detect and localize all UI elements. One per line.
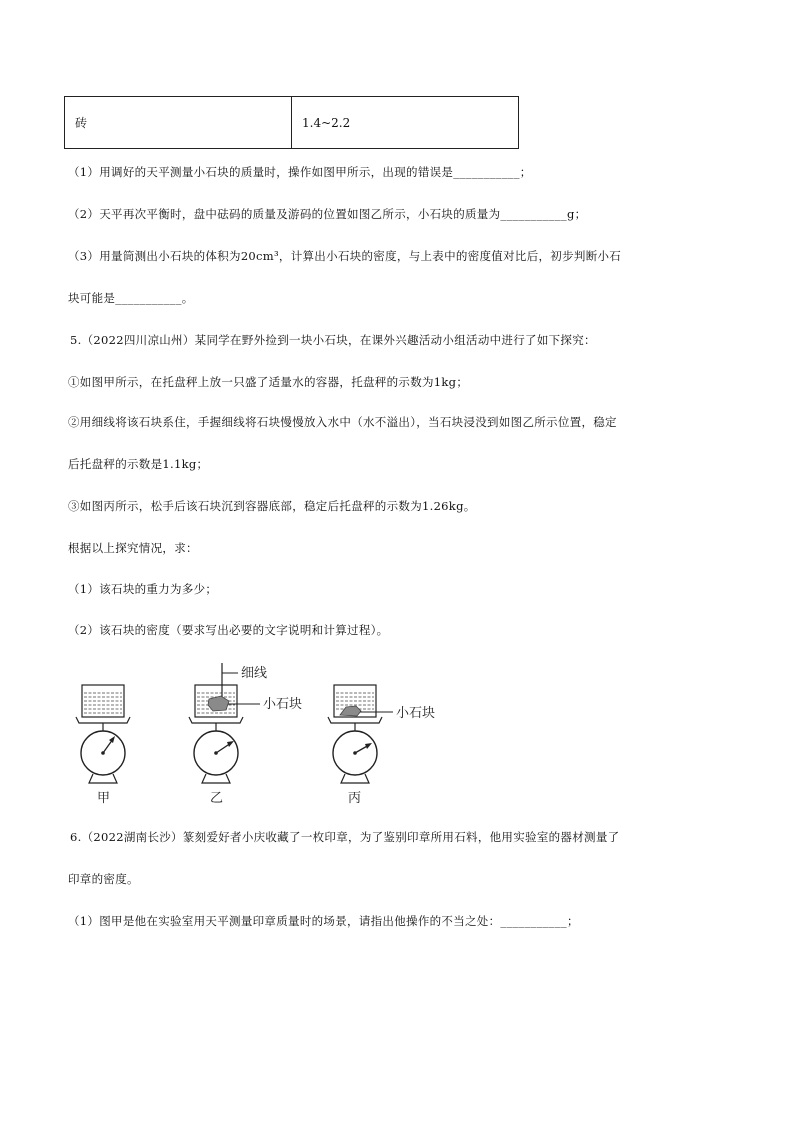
scale-b [189, 663, 302, 806]
q5-step2: ②用细线将该石块系住，手握细线将石块慢慢放入水中（水不溢出），当石块浸没到如图乙所示位置，稳定 [68, 415, 617, 429]
q5-title: 5.（2022四川凉山州）某同学在野外捡到一块小石块，在课外兴趣活动小组活动中进行了如下探究： [70, 333, 596, 347]
q4-part2: （2）天平再次平衡时，盘中砝码的质量及游码的位置如图乙所示，小石块的质量为___________g； [68, 207, 587, 221]
stone-c [340, 706, 361, 716]
q6-question1: （1）图甲是他在实验室用天平测量印章质量时的场景，请指出他操作的不当之处：___________； [68, 914, 579, 928]
q4-part1: （1）用调好的天平测量小石块的质量时，操作如图甲所示，出现的错误是___________； [68, 165, 532, 179]
label-thread: 细线 [241, 666, 268, 681]
q4-part3-cont: 块可能是___________。 [68, 291, 194, 305]
table-row [65, 97, 519, 149]
q6-title: 6.（2022湖南长沙）篆刻爱好者小庆收藏了一枚印章，为了鉴别印章所用石料，他用实验室的器材测量了 [70, 830, 620, 844]
q5-step1: ①如图甲所示，在托盘秤上放一只盛了适量水的容器，托盘秤的示数为1kg； [68, 375, 469, 389]
q6-title-cont: 印章的密度。 [68, 872, 139, 886]
q5-question1: （1）该石块的重力为多少； [68, 582, 218, 596]
density-table [64, 96, 519, 149]
label-jia: 甲 [97, 791, 111, 806]
q5-ask: 根据以上探究情况，求： [68, 541, 198, 555]
q5-step3: ③如图丙所示，松手后该石块沉到容器底部，稳定后托盘秤的示数为1.26kg。 [68, 499, 476, 513]
q4-part3: （3）用量筒测出小石块的体积为20cm³，计算出小石块的密度，与上表中的密度值对比后，初步判断小石 [68, 249, 622, 263]
stone-b [208, 696, 229, 711]
label-bing: 丙 [348, 791, 362, 806]
table-cell-density: 1.4~2.2 [292, 97, 519, 149]
scale-experiment-figure [0, 655, 480, 810]
table-cell-material: 砖 [65, 97, 292, 149]
label-yi: 乙 [210, 791, 224, 806]
scale-a [76, 685, 130, 806]
label-stone-c: 小石块 [396, 706, 436, 721]
scale-c [328, 685, 435, 806]
q5-step2-cont: 后托盘秤的示数是1.1kg； [68, 457, 209, 471]
q5-question2: （2）该石块的密度（要求写出必要的文字说明和计算过程）。 [68, 623, 389, 637]
label-stone-b: 小石块 [263, 697, 303, 712]
